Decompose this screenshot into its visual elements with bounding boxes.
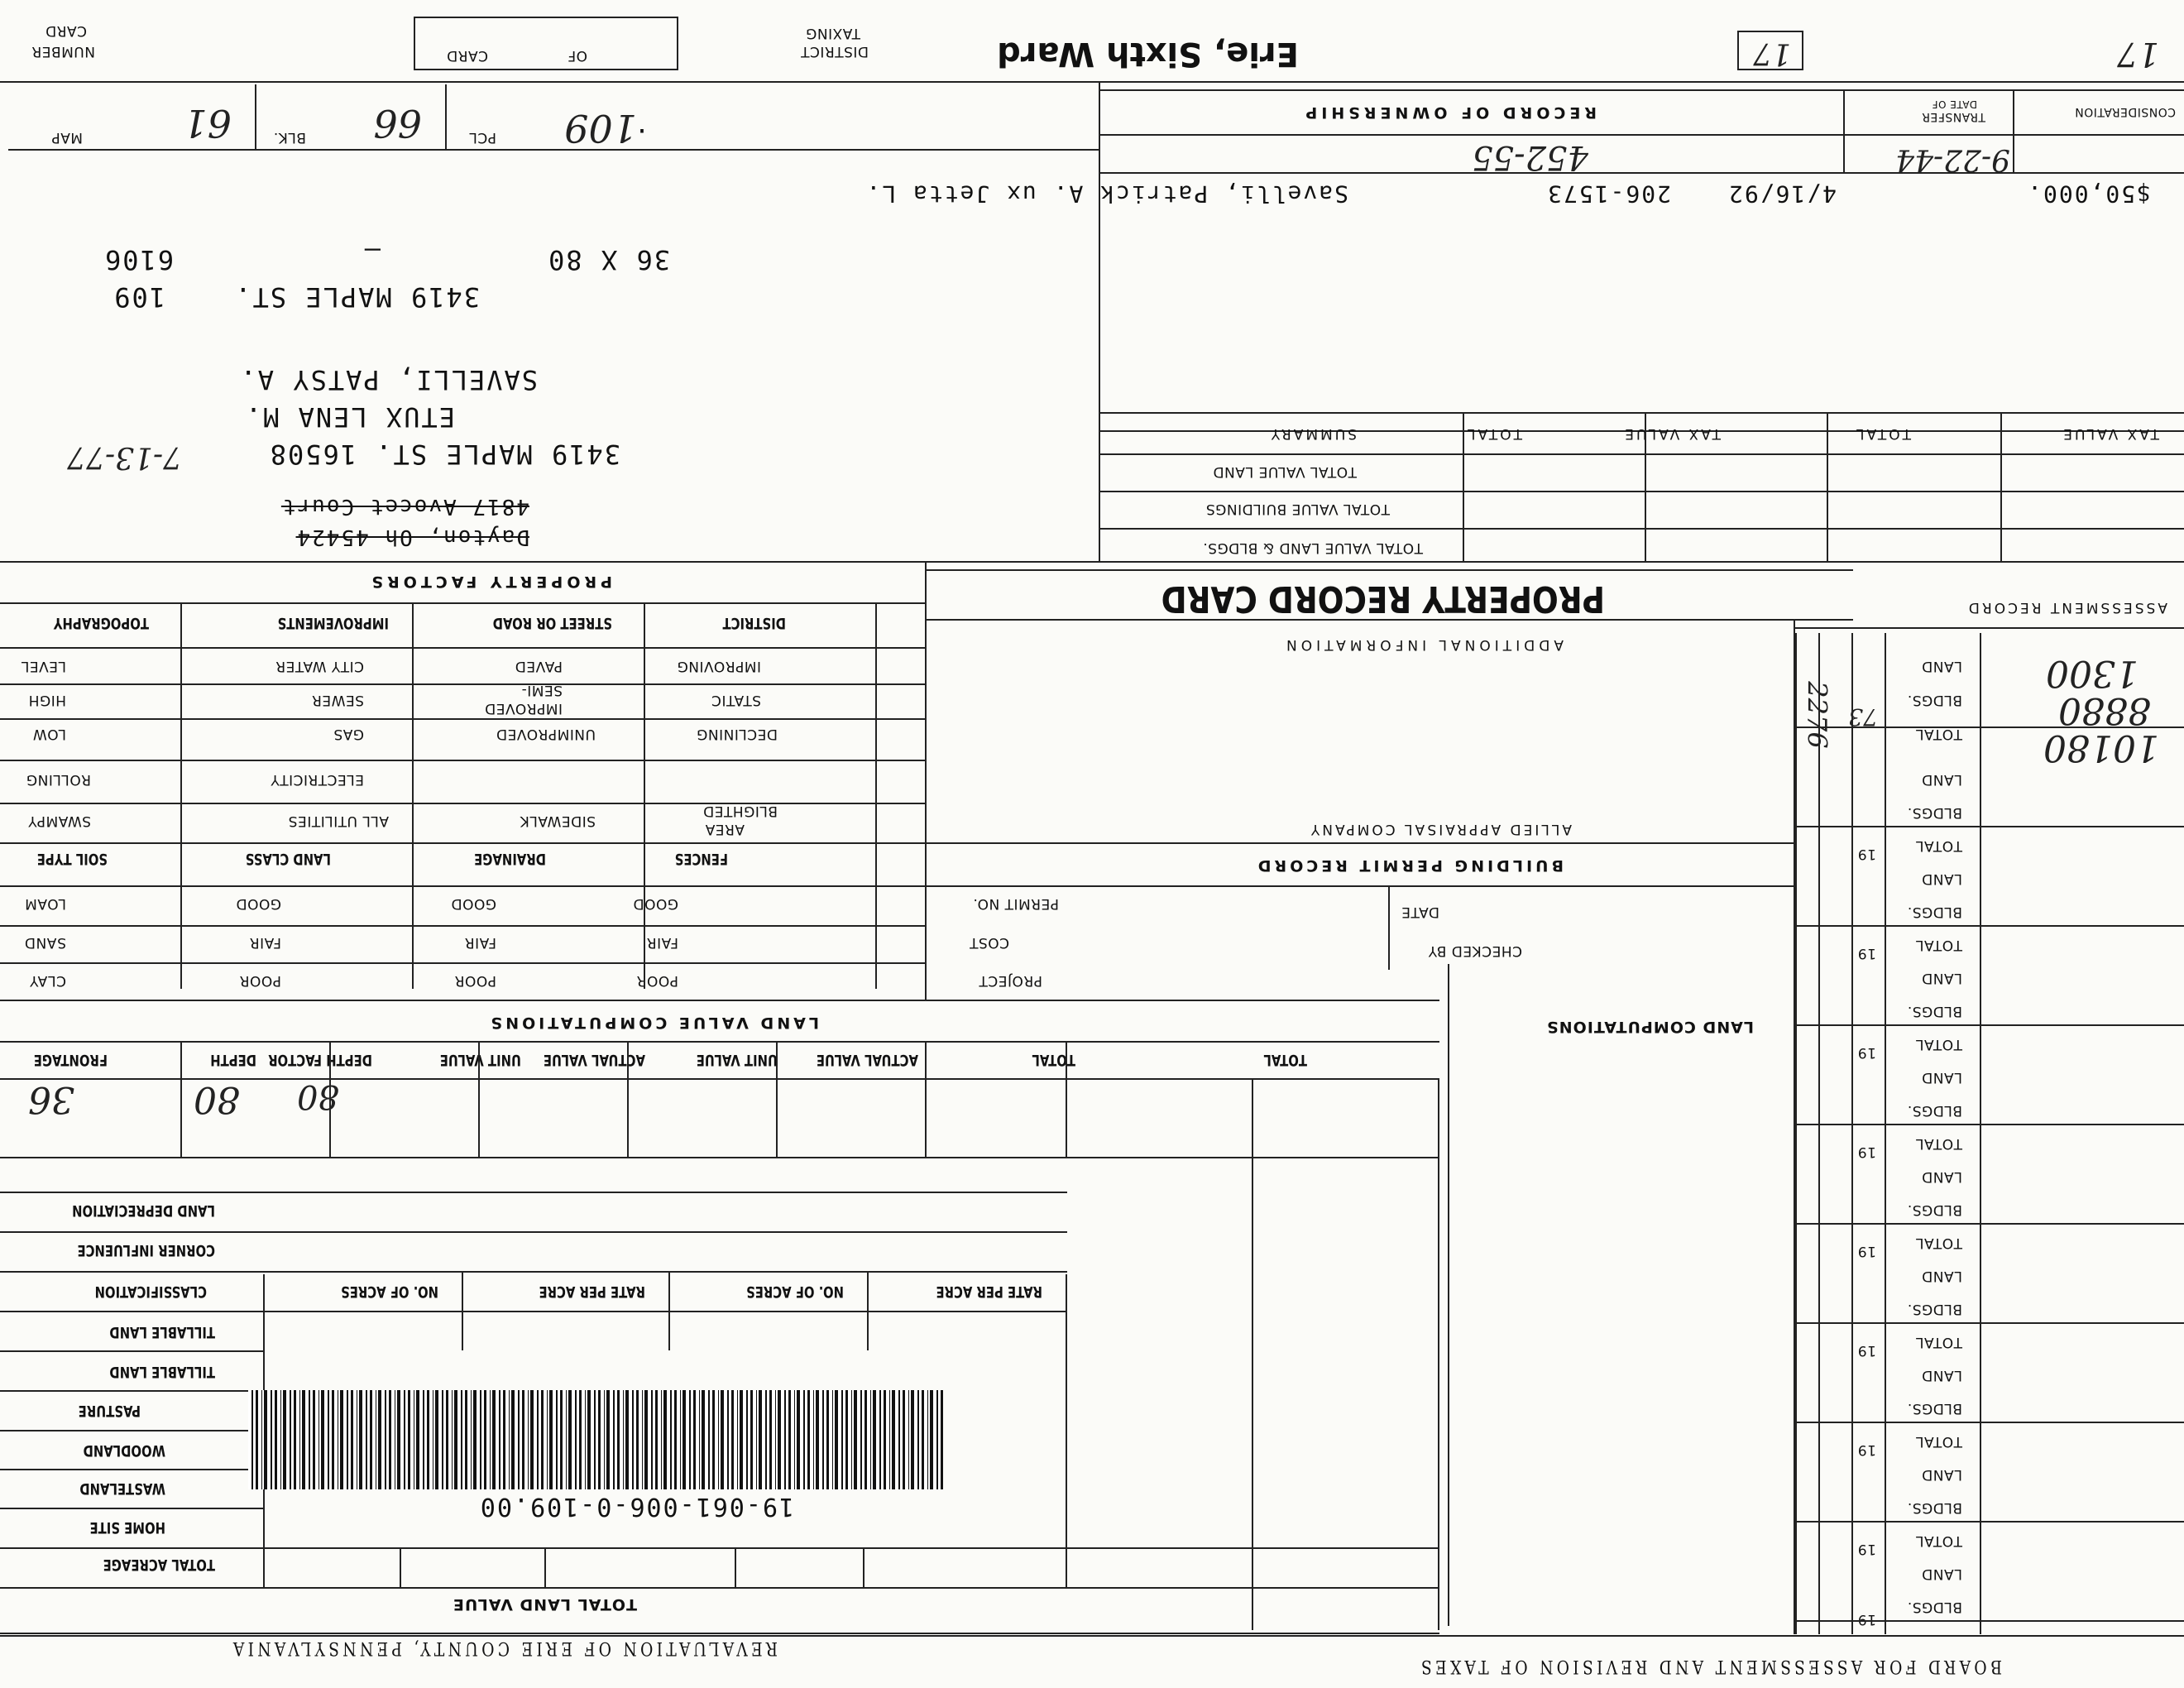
assess-total-2: TOTAL: [1915, 837, 1962, 854]
district-static: STATIC: [711, 692, 761, 708]
summary-header-total-1: TOTAL: [1465, 425, 1522, 442]
property-factors-title: PROPERTY FACTORS: [367, 573, 612, 591]
of-label: OF: [567, 47, 587, 64]
assess-land-4: LAND: [1921, 970, 1962, 986]
assess-bldgs-8: BLDGS.: [1907, 1400, 1962, 1417]
pcl-value: 109: [564, 106, 637, 151]
additional-information: ADDITIONAL INFORMATION: [1282, 636, 1564, 653]
permit-no-label: PERMIT NO.: [972, 895, 1059, 912]
summary-header-tax-value-1: TAX VALUE: [1622, 425, 1721, 442]
col-actual-value-1: ACTUAL VALUE: [543, 1051, 645, 1069]
assess-bldgs-6: BLDGS.: [1907, 1201, 1962, 1218]
assess-total-8: TOTAL: [1915, 1433, 1962, 1450]
land-computations-label: LAND COMPUTATIONS: [1546, 1018, 1754, 1036]
ownership-entry-name: Savelli, Patrick A. ux Jetta L.: [864, 180, 1348, 208]
blk-label: BLK.: [273, 129, 306, 146]
assess-land-7: LAND: [1921, 1268, 1962, 1284]
assess-total-6: TOTAL: [1915, 1235, 1962, 1251]
assessment-hand-bldgs: 8880: [2058, 689, 2151, 731]
drainage-poor: POOR: [454, 972, 496, 989]
acre-header-2: RATE PER ACRE: [539, 1283, 645, 1301]
row-tillable-land-1: TILLABLE LAND: [109, 1363, 215, 1381]
col-total-1: TOTAL: [1032, 1051, 1075, 1069]
assess-land-5: LAND: [1921, 1069, 1962, 1086]
assess-bldgs-3: BLDGS.: [1907, 904, 1962, 920]
assess-year-7: 19: [1857, 1342, 1876, 1359]
acre-header-4: RATE PER ACRE: [936, 1283, 1042, 1301]
assess-year-5: 19: [1857, 1144, 1876, 1160]
land-class-poor: POOR: [239, 972, 281, 989]
permit-checked-by-label: CHECKED BY: [1428, 942, 1522, 959]
summary-header-summary: SUMMARY: [1268, 425, 1357, 442]
assess-bldgs-4: BLDGS.: [1907, 1003, 1962, 1019]
assessment-hand-side: 2276: [1801, 681, 1833, 749]
summary-header-total-2: TOTAL: [1854, 425, 1911, 442]
assess-total-7: TOTAL: [1915, 1334, 1962, 1350]
parcel-number: 19-061-006-0-109.00: [478, 1492, 794, 1521]
assessment-hand-land: 1300: [2046, 652, 2138, 694]
land-class-good: GOOD: [235, 895, 281, 912]
assess-year-4: 19: [1857, 1044, 1876, 1061]
property-dimensions: 36 X 80: [547, 244, 670, 276]
row-land-depreciation: LAND DEPRECIATION: [72, 1201, 215, 1220]
summary-row-land-bldgs: TOTAL VALUE LAND & BLDGS.: [1202, 539, 1423, 556]
soil-sand: SAND: [24, 934, 66, 951]
district-label: DISTRICT: [800, 43, 869, 60]
col-actual-value-2: ACTUAL VALUE: [816, 1051, 918, 1069]
assess-bldgs-7: BLDGS.: [1907, 1301, 1962, 1317]
land-value-table: [0, 1077, 1439, 1634]
assess-total: TOTAL: [1915, 726, 1962, 742]
street-improved: IMPROVED: [484, 700, 563, 717]
assess-land-3: LAND: [1921, 870, 1962, 887]
permit-date-label: DATE: [1401, 904, 1439, 920]
col-depth: DEPTH: [210, 1051, 256, 1069]
assess-year-10: 19: [1857, 1611, 1876, 1628]
property-line-2: 109: [113, 281, 165, 313]
footer-corner-hand: 17: [2117, 35, 2159, 73]
card-number-label-1: CARD: [45, 22, 87, 39]
pcl-dot: .: [634, 122, 649, 151]
assess-total-4: TOTAL: [1915, 1036, 1962, 1053]
soil-loam: LOAM: [24, 895, 66, 912]
col-total-2: TOTAL: [1263, 1051, 1307, 1069]
header-improvements: IMPROVEMENTS: [277, 614, 389, 632]
impr-city-water: CITY WATER: [275, 658, 364, 674]
col-unit-value-1: UNIT VALUE: [439, 1051, 521, 1069]
hand-frontage: 36: [28, 1078, 74, 1120]
assessment-hand-total: 10180: [2043, 727, 2159, 769]
row-total-acreage: TOTAL ACREAGE: [103, 1556, 215, 1574]
owner-date: 7-13-77: [67, 440, 182, 474]
owner-line-3: 3419 MAPLE ST. 16508: [268, 439, 620, 470]
col-unit-value-2: UNIT VALUE: [696, 1051, 778, 1069]
permit-cost-label: COST: [969, 934, 1009, 951]
row-tillable-land-2: TILLABLE LAND: [109, 1323, 215, 1341]
pcl-label: PCL: [468, 129, 496, 146]
impr-all-utilities: ALL UTILITIES: [288, 813, 389, 829]
district-area: AREA: [705, 821, 745, 837]
property-record-card-title: PROPERTY RECORD CARD: [1161, 578, 1605, 620]
row-pasture: PASTURE: [78, 1402, 141, 1420]
hand-depth-factor: 80: [297, 1077, 339, 1115]
taxing-label: TAXING: [805, 25, 860, 41]
assess-year-3: 19: [1857, 945, 1876, 961]
land-class-header: LAND CLASS: [245, 850, 331, 868]
property-line-1: 6106: [103, 244, 174, 276]
col-frontage: FRONTAGE: [33, 1051, 108, 1069]
ownership-entry-book: 206-1573: [1546, 180, 1671, 208]
blk-value: 66: [373, 101, 422, 146]
soil-header: SOIL TYPE: [36, 850, 108, 868]
property-dash: —: [362, 236, 381, 267]
map-label: MAP: [50, 129, 83, 146]
soil-clay: CLAY: [29, 972, 66, 989]
property-address: 3419 MAPLE ST.: [233, 281, 480, 313]
ownership-entry-amount: $50,000.: [2026, 180, 2151, 208]
header-topography: TOPOGRAPHY: [53, 614, 149, 632]
drainage-fair: FAIR: [464, 934, 496, 951]
fences-header: FENCES: [674, 850, 728, 868]
assess-bldgs-9: BLDGS.: [1907, 1499, 1962, 1516]
assess-year-9: 19: [1857, 1541, 1876, 1557]
row-home-site: HOME SITE: [89, 1518, 165, 1537]
assess-total-9: TOTAL: [1915, 1532, 1962, 1549]
ownership-entry-date: 4/16/92: [1727, 180, 1837, 208]
fences-poor: POOR: [636, 972, 678, 989]
row-woodland: WOODLAND: [83, 1441, 165, 1460]
col-consideration: CONSIDERATION: [2074, 105, 2176, 118]
ownership-hand-ref: 452-55: [1472, 138, 1588, 176]
header-district: DISTRICT: [722, 614, 786, 632]
owner-line-1: SAVELLI, PATSY A.: [238, 364, 538, 396]
total-land-value-label: TOTAL LAND VALUE: [452, 1595, 637, 1614]
old-address-2: Dayton, Oh 45424: [295, 525, 529, 549]
header-left-title: REVALUATION OF ERIE COUNTY, PENNSYLVANIA: [229, 1638, 778, 1658]
assess-total-5: TOTAL: [1915, 1135, 1962, 1152]
impr-gas: GAS: [333, 726, 364, 742]
assessment-record-title: ASSESSMENT RECORD: [1966, 599, 2167, 616]
old-address-1: 4817 Avocet Court: [280, 494, 529, 519]
assess-bldgs-5: BLDGS.: [1907, 1102, 1962, 1119]
assessment-hand-year: 73: [1848, 703, 1878, 731]
street-sidewalk: SIDEWALK: [520, 813, 596, 829]
building-permit-title: BUILDING PERMIT RECORD: [1254, 856, 1564, 875]
assess-land-6: LAND: [1921, 1168, 1962, 1185]
district-blighted: BLIGHTED: [702, 803, 778, 819]
assess-bldgs-2: BLDGS.: [1907, 804, 1962, 821]
assess-bldgs-10: BLDGS.: [1907, 1599, 1962, 1615]
footer-box-hand: 17: [1753, 36, 1791, 70]
topo-rolling: ROLLING: [26, 771, 91, 788]
acre-header-1: NO. OF ACRES: [341, 1283, 438, 1301]
col-date-of: DATE OF: [1932, 98, 1977, 110]
summary-row-land: TOTAL VALUE LAND: [1212, 463, 1357, 480]
col-transfer: TRANSFER: [1921, 110, 1985, 123]
assess-year-6: 19: [1857, 1243, 1876, 1259]
impr-sewer: SEWER: [311, 692, 364, 708]
row-classification: CLASSIFICATION: [94, 1283, 207, 1301]
acre-header-3: NO. OF ACRES: [746, 1283, 844, 1301]
land-class-fair: FAIR: [249, 934, 281, 951]
assess-bldgs: BLDGS.: [1907, 692, 1962, 708]
summary-header-tax-value-2: TAX VALUE: [2061, 425, 2159, 442]
district-declining: DECLINING: [696, 726, 778, 742]
topo-level: LEVEL: [21, 658, 66, 674]
taxing-district-name: Erie, Sixth Ward: [997, 35, 1299, 73]
land-value-computations-title: LAND VALUE COMPUTATIONS: [487, 1014, 819, 1032]
row-wasteland: WASTELAND: [79, 1479, 165, 1498]
header-street-or-road: STREET OR ROAD: [492, 614, 612, 632]
assess-land-2: LAND: [1921, 771, 1962, 788]
permit-project-label: PROJECT: [979, 972, 1042, 989]
map-value: 61: [183, 101, 232, 146]
topo-high: HIGH: [28, 692, 66, 708]
drainage-header: DRAINAGE: [474, 850, 546, 868]
district-improving: IMPROVING: [677, 658, 761, 674]
owner-line-2: ETUX LENA M.: [243, 401, 455, 433]
fences-fair: FAIR: [646, 934, 678, 951]
card-label: CARD: [446, 47, 488, 64]
street-unimproved: UNIMPROVED: [496, 726, 596, 742]
card-number-label-2: NUMBER: [31, 43, 95, 60]
col-depth-factor: DEPTH FACTOR: [268, 1051, 372, 1069]
assess-land: LAND: [1921, 658, 1962, 674]
topo-swampy: SWAMPY: [27, 813, 91, 829]
assess-year-8: 19: [1857, 1441, 1876, 1458]
assess-land-10: LAND: [1921, 1566, 1962, 1582]
topo-low: LOW: [32, 726, 66, 742]
hand-depth: 80: [194, 1078, 240, 1120]
fences-good: GOOD: [632, 895, 678, 912]
barcode: [248, 1390, 943, 1489]
header-right-title: BOARD FOR ASSESSMENT AND REVISION OF TAXES: [1417, 1656, 2002, 1676]
assess-year: 19: [1857, 846, 1876, 862]
assess-land-8: LAND: [1921, 1367, 1962, 1383]
assess-total-3: TOTAL: [1915, 937, 1962, 953]
ownership-hand-date: 9-22-44: [1895, 142, 2010, 176]
record-of-ownership-title: RECORD OF OWNERSHIP: [1301, 103, 1597, 122]
drainage-good: GOOD: [450, 895, 496, 912]
street-paved: PAVED: [515, 658, 563, 674]
impr-electricity: ELECTRICITY: [270, 771, 364, 788]
street-semi: SEMI-: [521, 682, 563, 698]
summary-row-buildings: TOTAL VALUE BUILDINGS: [1205, 501, 1390, 517]
row-corner-influence: CORNER INFLUENCE: [77, 1241, 215, 1259]
allied-appraisal-company: ALLIED APPRAISAL COMPANY: [1308, 821, 1572, 837]
assess-land-9: LAND: [1921, 1466, 1962, 1483]
